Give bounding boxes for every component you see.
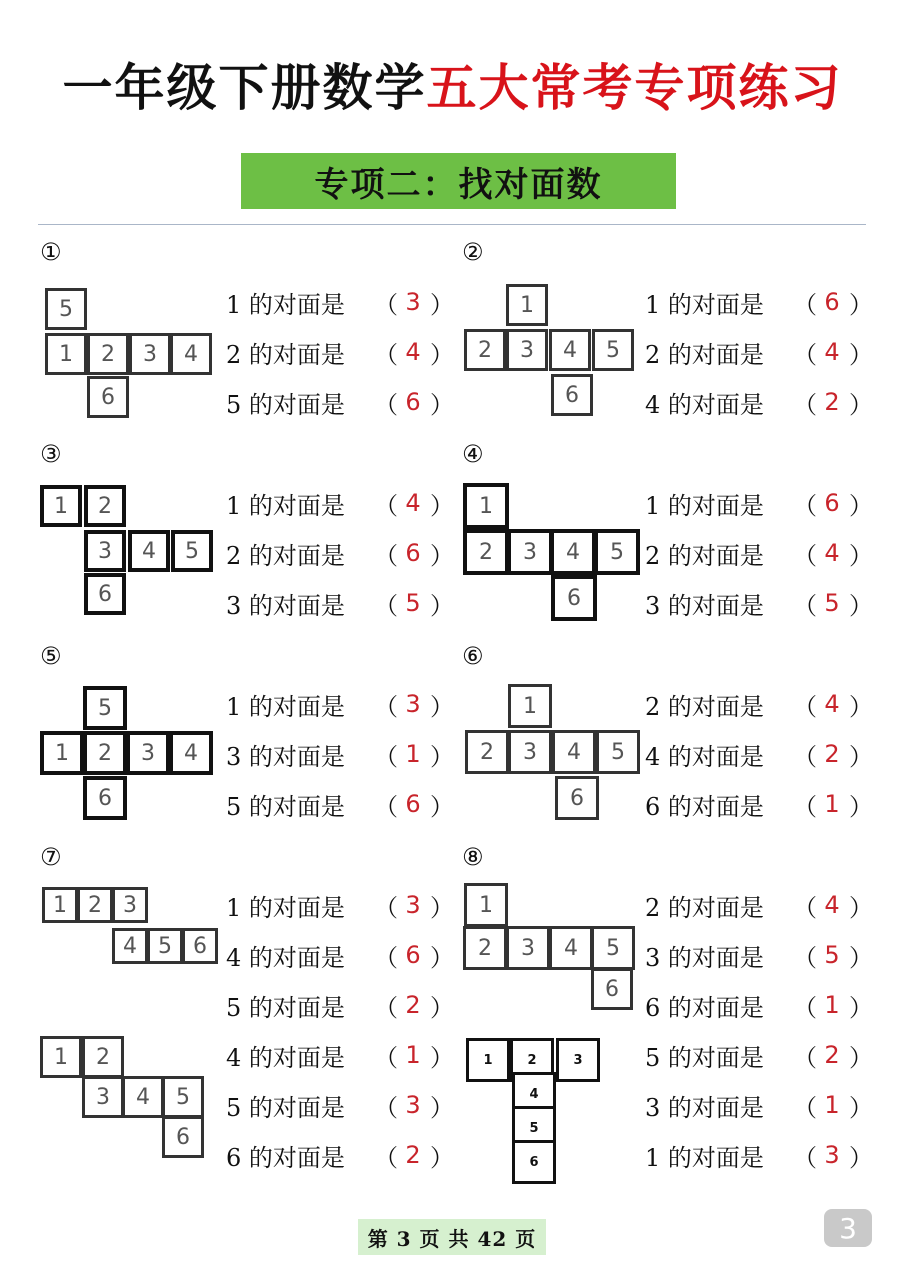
answer-value: 5 (824, 941, 840, 969)
question-row (645, 583, 873, 623)
question-row (226, 935, 454, 975)
open-paren: （ (374, 1093, 398, 1122)
open-paren: （ (793, 792, 817, 821)
question-row (226, 382, 454, 422)
cube-net-face: 5 (171, 530, 213, 572)
cube-net-face: 4 (112, 928, 148, 964)
question-label: 3 的对面是 (645, 1093, 764, 1122)
open-paren: （ (374, 390, 398, 419)
cube-net-face: 6 (551, 374, 593, 416)
cube-net-face: 2 (465, 730, 509, 774)
answer-value: 6 (824, 288, 840, 316)
answer-value: 1 (405, 1041, 421, 1069)
question-label: 1 的对面是 (226, 893, 345, 922)
open-paren: （ (374, 792, 398, 821)
close-paren: ） (430, 390, 454, 419)
cube-net-face: 5 (162, 1076, 204, 1118)
cube-net-face: 6 (551, 575, 597, 621)
cube-net-face: 2 (84, 485, 126, 527)
answer-value: 4 (405, 489, 421, 517)
question-label: 5 的对面是 (226, 993, 345, 1022)
answer-value: 6 (405, 941, 421, 969)
cube-net-face: 5 (594, 529, 640, 575)
answer-value: 6 (824, 489, 840, 517)
cube-net-face: 4 (550, 529, 596, 575)
cube-net-face: 3 (112, 887, 148, 923)
close-paren: ） (430, 541, 454, 570)
close-paren: ） (849, 591, 873, 620)
problem-number: ④ (462, 440, 484, 468)
problem-number: ③ (40, 440, 62, 468)
title-red: 五大常考专项练习 (426, 59, 843, 117)
question-row (226, 1085, 454, 1125)
cube-net-face: 1 (506, 284, 548, 326)
question-label: 3 的对面是 (226, 591, 345, 620)
cube-net-face: 4 (170, 333, 212, 375)
close-paren: ） (849, 792, 873, 821)
question-label: 6 的对面是 (226, 1143, 345, 1172)
cube-net-face: 3 (129, 333, 171, 375)
question-row (226, 784, 454, 824)
cube-net-face: 4 (549, 926, 593, 970)
cube-net-face: 6 (182, 928, 218, 964)
close-paren: ） (430, 290, 454, 319)
problem-number: ⑧ (462, 843, 484, 871)
answer-value: 3 (405, 891, 421, 919)
question-label: 2 的对面是 (226, 541, 345, 570)
cube-net-face: 2 (77, 887, 113, 923)
cube-net-face: 5 (596, 730, 640, 774)
answer-value: 1 (824, 991, 840, 1019)
answer-value: 4 (824, 690, 840, 718)
open-paren: （ (793, 1093, 817, 1122)
question-row (645, 382, 873, 422)
cube-net-face: 5 (512, 1106, 556, 1150)
question-row (226, 332, 454, 372)
question-label: 1 的对面是 (645, 290, 764, 319)
close-paren: ） (849, 1093, 873, 1122)
question-row (645, 533, 873, 573)
close-paren: ） (430, 1043, 454, 1072)
answer-value: 5 (824, 589, 840, 617)
close-paren: ） (430, 742, 454, 771)
cube-net-face: 2 (510, 1038, 554, 1082)
open-paren: （ (793, 1043, 817, 1072)
answer-value: 4 (405, 338, 421, 366)
cube-net-face: 1 (40, 1036, 82, 1078)
cube-net-face: 3 (506, 329, 548, 371)
open-paren: （ (374, 591, 398, 620)
answer-value: 4 (824, 338, 840, 366)
cube-net-face: 1 (464, 883, 508, 927)
answer-value: 2 (824, 1041, 840, 1069)
cube-net-face: 3 (556, 1038, 600, 1082)
open-paren: （ (793, 491, 817, 520)
close-paren: ） (849, 993, 873, 1022)
open-paren: （ (374, 943, 398, 972)
question-row (645, 885, 873, 925)
close-paren: ） (849, 943, 873, 972)
close-paren: ） (849, 692, 873, 721)
question-row (645, 684, 873, 724)
cube-net-face: 2 (464, 329, 506, 371)
question-row (645, 1035, 873, 1075)
open-paren: （ (793, 390, 817, 419)
open-paren: （ (793, 1143, 817, 1172)
close-paren: ） (849, 893, 873, 922)
question-label: 4 的对面是 (226, 943, 345, 972)
question-label: 4 的对面是 (645, 742, 764, 771)
question-label: 3 的对面是 (226, 742, 345, 771)
close-paren: ） (430, 591, 454, 620)
cube-net-face: 5 (83, 686, 127, 730)
close-paren: ） (430, 1093, 454, 1122)
problem-number: ① (40, 238, 62, 266)
close-paren: ） (849, 541, 873, 570)
cube-net-face: 3 (508, 730, 552, 774)
open-paren: （ (793, 340, 817, 369)
open-paren: （ (793, 993, 817, 1022)
cube-net-face: 5 (591, 926, 635, 970)
answer-value: 3 (824, 1141, 840, 1169)
open-paren: （ (793, 742, 817, 771)
question-label: 2 的对面是 (645, 692, 764, 721)
cube-net-face: 3 (507, 529, 553, 575)
answer-value: 2 (824, 388, 840, 416)
question-label: 1 的对面是 (226, 290, 345, 319)
open-paren: （ (374, 541, 398, 570)
answer-value: 4 (824, 539, 840, 567)
question-row (645, 332, 873, 372)
question-row (645, 1085, 873, 1125)
answer-value: 3 (405, 1091, 421, 1119)
question-label: 2 的对面是 (645, 340, 764, 369)
question-label: 5 的对面是 (226, 390, 345, 419)
page-badge: 3 (824, 1209, 872, 1247)
close-paren: ） (430, 1143, 454, 1172)
question-row (645, 734, 873, 774)
question-row (226, 583, 454, 623)
open-paren: （ (793, 893, 817, 922)
open-paren: （ (374, 1143, 398, 1172)
problem-number: ⑥ (462, 642, 484, 670)
cube-net-face: 1 (40, 731, 84, 775)
question-row (226, 1035, 454, 1075)
cube-net-face: 4 (128, 530, 170, 572)
title-black: 一年级下册数学 (62, 59, 427, 117)
question-label: 5 的对面是 (645, 1043, 764, 1072)
problem-number: ② (462, 238, 484, 266)
question-label: 4 的对面是 (645, 390, 764, 419)
open-paren: （ (374, 340, 398, 369)
open-paren: （ (793, 591, 817, 620)
open-paren: （ (374, 491, 398, 520)
cube-net-face: 2 (463, 926, 507, 970)
cube-net-face: 6 (84, 573, 126, 615)
section-subtitle: 专项二：找对面数 (241, 153, 676, 209)
answer-value: 3 (405, 288, 421, 316)
question-label: 1 的对面是 (226, 692, 345, 721)
answer-value: 2 (824, 740, 840, 768)
page-title (0, 48, 905, 120)
question-label: 3 的对面是 (645, 591, 764, 620)
cube-net-face: 5 (147, 928, 183, 964)
cube-net-face: 4 (122, 1076, 164, 1118)
question-label: 3 的对面是 (645, 943, 764, 972)
question-label: 1 的对面是 (226, 491, 345, 520)
question-label: 1 的对面是 (645, 491, 764, 520)
answer-value: 1 (405, 740, 421, 768)
question-row (226, 1135, 454, 1175)
cube-net-face: 6 (512, 1140, 556, 1184)
cube-net-face: 6 (83, 776, 127, 820)
answer-value: 2 (405, 991, 421, 1019)
answer-value: 4 (824, 891, 840, 919)
cube-net-face: 1 (508, 684, 552, 728)
open-paren: （ (793, 943, 817, 972)
question-label: 2 的对面是 (645, 541, 764, 570)
question-label: 4 的对面是 (226, 1043, 345, 1072)
close-paren: ） (849, 742, 873, 771)
cube-net-face: 4 (549, 329, 591, 371)
question-label: 1 的对面是 (645, 1143, 764, 1172)
open-paren: （ (374, 1043, 398, 1072)
answer-value: 2 (405, 1141, 421, 1169)
answer-value: 5 (405, 589, 421, 617)
close-paren: ） (849, 290, 873, 319)
close-paren: ） (849, 1143, 873, 1172)
open-paren: （ (793, 290, 817, 319)
cube-net-face: 1 (463, 483, 509, 529)
question-row (226, 985, 454, 1025)
close-paren: ） (430, 792, 454, 821)
question-label: 6 的对面是 (645, 993, 764, 1022)
close-paren: ） (430, 692, 454, 721)
cube-net-face: 6 (555, 776, 599, 820)
close-paren: ） (430, 340, 454, 369)
question-row (645, 483, 873, 523)
cube-net-face: 2 (87, 333, 129, 375)
question-row (645, 1135, 873, 1175)
open-paren: （ (374, 290, 398, 319)
cube-net-face: 1 (40, 485, 82, 527)
question-label: 6 的对面是 (645, 792, 764, 821)
cube-net-face: 6 (162, 1116, 204, 1158)
question-row (226, 483, 454, 523)
open-paren: （ (374, 692, 398, 721)
question-row (645, 784, 873, 824)
cube-net-face: 6 (591, 968, 633, 1010)
cube-net-face: 2 (83, 731, 127, 775)
answer-value: 6 (405, 790, 421, 818)
open-paren: （ (793, 541, 817, 570)
page-footer: 第 3 页 共 42 页 (358, 1219, 546, 1255)
question-row (226, 533, 454, 573)
close-paren: ） (430, 491, 454, 520)
cube-net-face: 3 (126, 731, 170, 775)
cube-net-face: 3 (506, 926, 550, 970)
close-paren: ） (430, 893, 454, 922)
cube-net-face: 1 (45, 333, 87, 375)
problem-number: ⑦ (40, 843, 62, 871)
cube-net-face: 2 (82, 1036, 124, 1078)
question-row (645, 282, 873, 322)
cube-net-face: 5 (45, 288, 87, 330)
answer-value: 6 (405, 388, 421, 416)
cube-net-face: 4 (512, 1072, 556, 1116)
cube-net-face: 5 (592, 329, 634, 371)
cube-net-face: 3 (84, 530, 126, 572)
divider (38, 224, 866, 225)
close-paren: ） (430, 943, 454, 972)
question-row (645, 985, 873, 1025)
open-paren: （ (793, 692, 817, 721)
close-paren: ） (849, 390, 873, 419)
question-label: 5 的对面是 (226, 1093, 345, 1122)
open-paren: （ (374, 993, 398, 1022)
close-paren: ） (849, 491, 873, 520)
cube-net-face: 1 (42, 887, 78, 923)
question-label: 2 的对面是 (645, 893, 764, 922)
answer-value: 1 (824, 790, 840, 818)
cube-net-face: 4 (552, 730, 596, 774)
open-paren: （ (374, 742, 398, 771)
cube-net-face: 1 (466, 1038, 510, 1082)
answer-value: 1 (824, 1091, 840, 1119)
cube-net-face: 4 (169, 731, 213, 775)
question-row (226, 734, 454, 774)
close-paren: ） (849, 340, 873, 369)
cube-net-face: 3 (82, 1076, 124, 1118)
question-row (226, 282, 454, 322)
question-label: 5 的对面是 (226, 792, 345, 821)
question-row (226, 885, 454, 925)
cube-net-face: 2 (463, 529, 509, 575)
close-paren: ） (849, 1043, 873, 1072)
open-paren: （ (374, 893, 398, 922)
close-paren: ） (430, 993, 454, 1022)
question-row (226, 684, 454, 724)
cube-net-face: 6 (87, 376, 129, 418)
answer-value: 3 (405, 690, 421, 718)
answer-value: 6 (405, 539, 421, 567)
question-row (645, 935, 873, 975)
problem-number: ⑤ (40, 642, 62, 670)
question-label: 2 的对面是 (226, 340, 345, 369)
